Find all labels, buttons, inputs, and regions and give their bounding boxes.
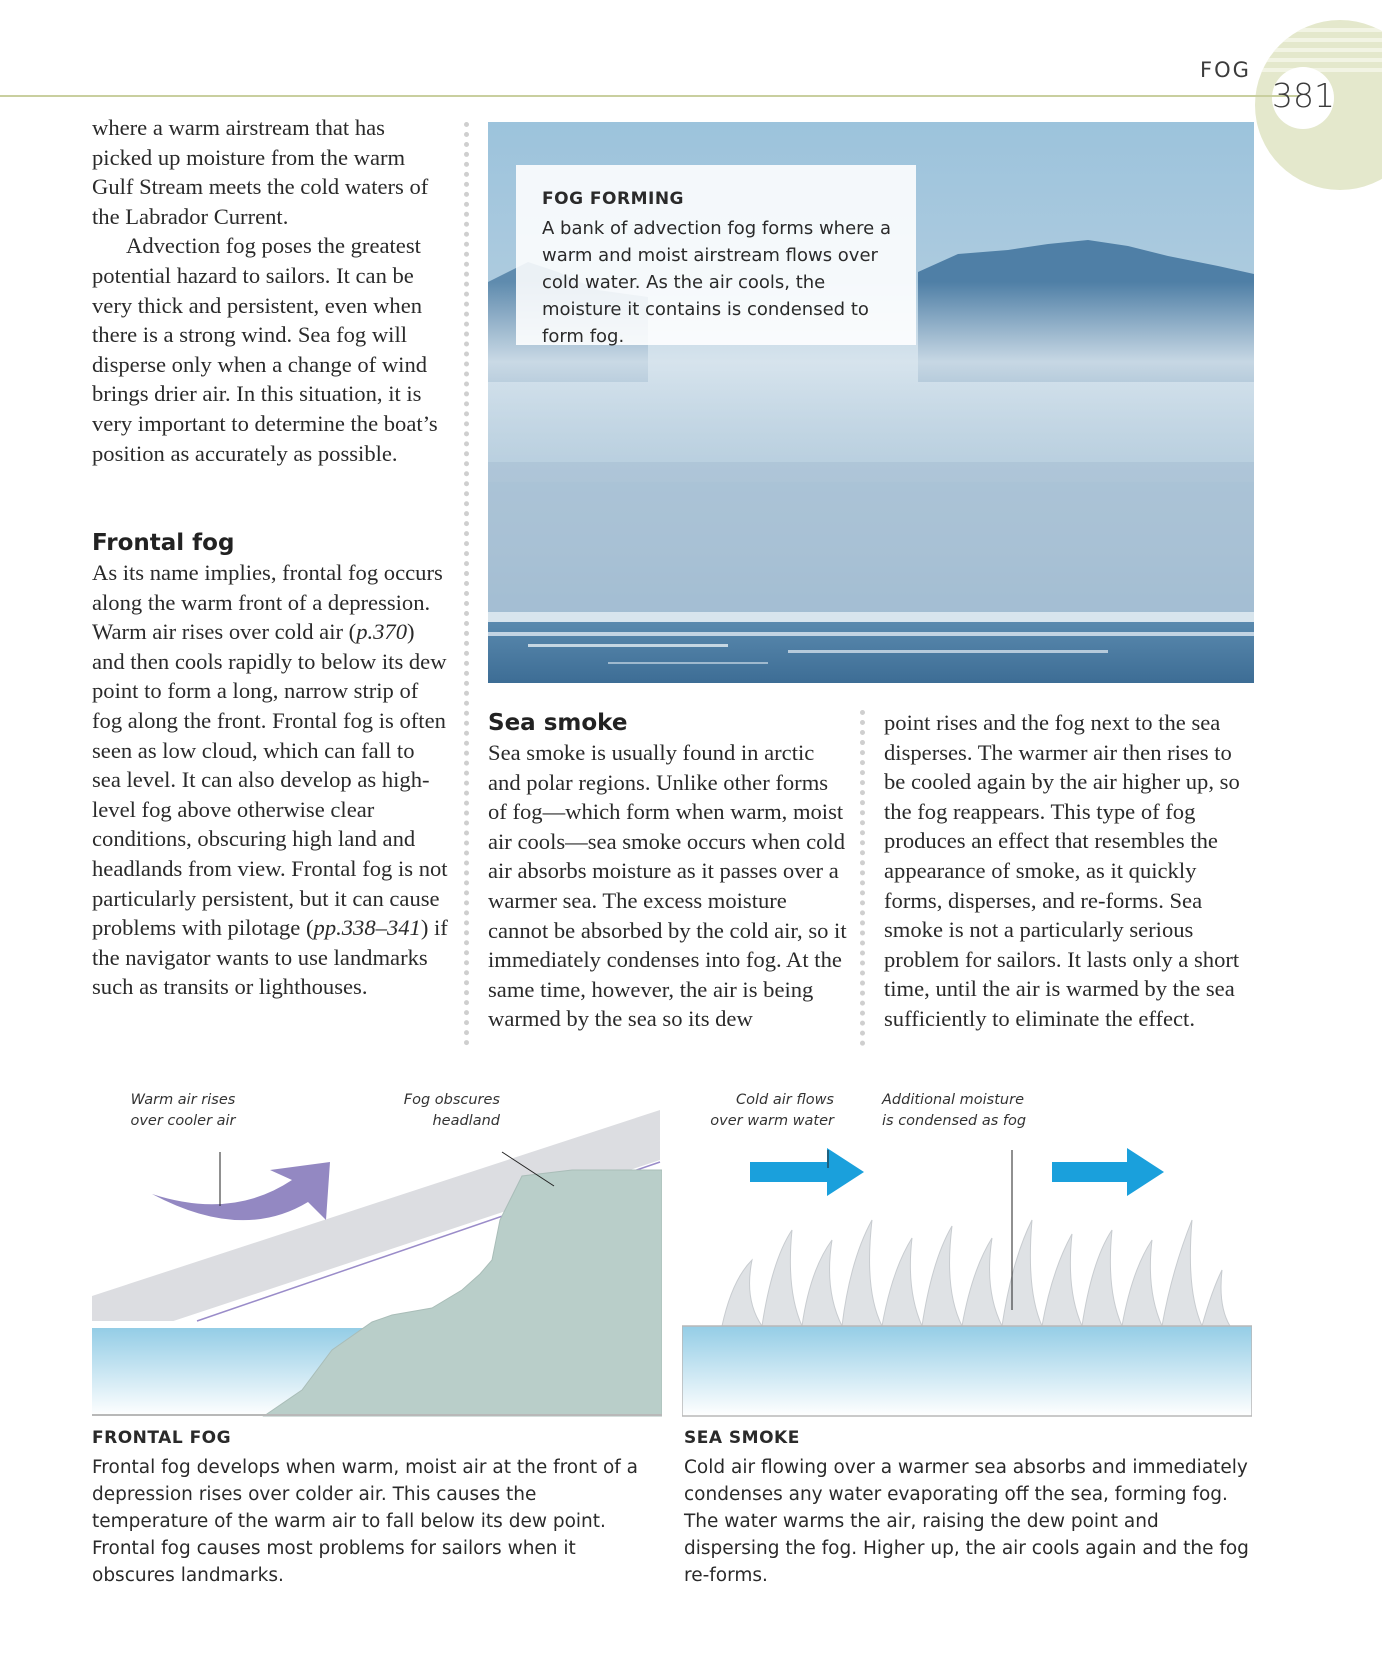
section-label: FOG	[1200, 58, 1251, 82]
frontal-fog-caption	[92, 1428, 652, 1589]
caption-text: Frontal fog develops when warm, moist air at the front of a depression rises over colder air. This causes the temperature of the warm air to fall below its dew point. Frontal fog causes most problems for sailors when it obscures landmarks.	[92, 1457, 639, 1586]
column-divider	[464, 122, 469, 1046]
caption-title: FRONTAL FOG	[92, 1428, 232, 1448]
section-heading: Frontal fog	[92, 530, 235, 556]
sea-smoke-section	[488, 708, 848, 1034]
frontal-fog-diagram	[92, 1110, 662, 1420]
page-reference: pp.338–341	[313, 915, 421, 941]
label-warm-air: Warm air rises over cooler air	[130, 1092, 236, 1129]
page-reference: p.370	[356, 619, 408, 645]
paragraph: where a warm airstream that has picked up moisture from the warm Gulf Stream meets the cold waters of the Labrador Current.	[92, 115, 429, 229]
label-moisture: Additional moisture is condensed as fog	[882, 1092, 1027, 1129]
paragraph: Advection fog poses the greatest potential hazard to sailors. It can be very thick and persistent, even when there is a strong wind. Sea fog will disperse only when a change of wind brings drier air. In this situation, it is very important to determine the boat’s position as accurately as possible.	[92, 233, 438, 466]
paragraph: As its name implies, frontal fog occurs along the warm front of a depression. Warm air rises over cold air (p.370) and then cools rapidly to below its dew point to form a long, narrow strip of fog along the front. Frontal fog is often seen as low cloud, which can fall to sea level. It can also develop as high-level fog above otherwise clear conditions, obscuring high land and headlands from view. Frontal fog is not particularly persistent, but it can cause problems with pilotage (pp.338–341) if the navigator wants to use landmarks such as transits or lighthouses.	[92, 560, 448, 1000]
sea-smoke-continued	[884, 708, 1246, 1034]
sea-smoke-caption	[684, 1428, 1254, 1589]
caption-text: A bank of advection fog forms where a warm and moist airstream flows over cold water. As the air cools, the moisture it contains is condensed to form fog.	[542, 218, 891, 347]
paragraph: point rises and the fog next to the sea disperses. The warmer air then rises to be cooled again by the air higher up, so the fog reappears. This type of fog produces an effect that resembles the appearance of smoke, as it quickly forms, disperses, and re-forms. Sea smoke is not a particularly serious problem for sailors. It lasts only a short time, until the air is warmed by the sea sufficiently to eliminate the effect.	[884, 710, 1240, 1031]
section-heading: Sea smoke	[488, 710, 628, 736]
sea-smoke-diagram	[682, 1110, 1252, 1420]
label-cold-air: Cold air flows over warm water	[710, 1092, 834, 1129]
frontal-fog-section	[92, 528, 448, 1002]
page-number: 381	[1272, 76, 1335, 115]
label-headland: Fog obscures headland	[403, 1092, 500, 1129]
column-1-text	[92, 113, 448, 468]
header-rule	[0, 95, 1300, 97]
caption-text: Cold air flowing over a warmer sea absorbs and immediately condenses any water evaporating off the sea, forming fog. The water warms the air, raising the dew point and dispersing the fog. Higher up, the air cools again and the fog re-forms.	[684, 1457, 1249, 1586]
photo-caption-box	[516, 165, 916, 345]
column-divider	[860, 710, 865, 1046]
paragraph: Sea smoke is usually found in arctic and polar regions. Unlike other forms of fog—which form when warm, moist air cools—sea smoke occurs when cold air absorbs moisture as it passes over a warmer sea. The excess moisture cannot be absorbed by the cold air, so it immediately condenses into fog. At the same time, however, the air is being warmed by the sea so its dew	[488, 740, 847, 1032]
caption-title: FOG FORMING	[542, 189, 685, 209]
caption-title: SEA SMOKE	[684, 1428, 800, 1448]
